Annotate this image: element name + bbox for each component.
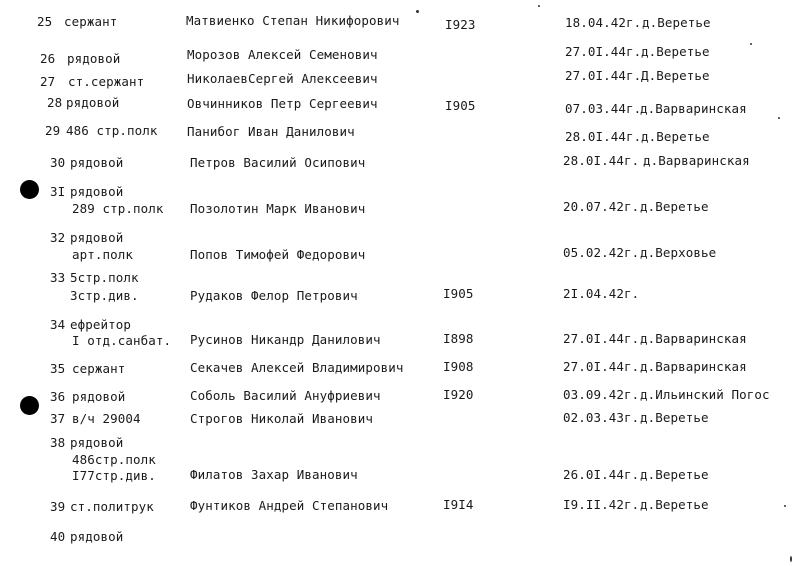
record-number: 25	[37, 14, 53, 29]
record-place: д.Веретье	[641, 129, 710, 144]
record-name: Матвиенко Степан Никифорович	[186, 13, 400, 28]
record-rank: в/ч 29004	[72, 411, 141, 426]
record-name: Рудаков Фелор Петрович	[190, 288, 358, 303]
record-place: д.Верховье	[640, 245, 717, 260]
record-number: 28	[47, 95, 63, 110]
record-name: Петров Василий Осипович	[190, 155, 366, 170]
record-rank-unit: арт.полк	[72, 247, 134, 262]
record-rank: рядовой	[70, 155, 124, 170]
record-number: 30	[50, 155, 66, 170]
scan-speck	[784, 505, 786, 507]
hole-punch-upper	[20, 180, 39, 199]
record-place: Д.Веретье	[641, 68, 710, 83]
record-date: 03.09.42г.	[563, 387, 640, 402]
record-rank: рядовой	[70, 184, 124, 199]
record-year: I908	[443, 359, 474, 374]
record-name: Позолотин Марк Иванович	[190, 201, 366, 216]
record-date: 27.0I.44г.	[563, 331, 640, 346]
record-name: Попов Тимофей Федорович	[190, 247, 366, 262]
record-number: 33	[50, 270, 66, 285]
record-number: 32	[50, 230, 66, 245]
record-place: д.Веретье	[640, 497, 709, 512]
record-place: д.Веретье	[640, 410, 709, 425]
record-year: I898	[443, 331, 474, 346]
record-date: 26.0I.44г.	[563, 467, 640, 482]
record-date: 28.0I.44г.	[563, 153, 640, 168]
record-number: 38	[50, 435, 66, 450]
record-rank: рядовой	[67, 51, 121, 66]
scan-speck	[750, 43, 752, 45]
scan-speck	[416, 10, 419, 13]
record-date: 2I.04.42г.	[563, 286, 640, 301]
record-date: 18.04.42г.	[565, 15, 642, 30]
record-place: д.Ильинский Погос	[640, 387, 770, 402]
record-rank: ефрейтор	[70, 317, 132, 332]
record-rank: рядовой	[66, 95, 120, 110]
record-number: 39	[50, 499, 66, 514]
record-number: 40	[50, 529, 66, 544]
record-place: д.Варваринская	[640, 359, 747, 374]
scan-speck	[778, 117, 780, 119]
record-name: Панибог Иван Данилович	[187, 124, 355, 139]
record-date: 05.02.42г.	[563, 245, 640, 260]
record-place: д.Веретье	[640, 199, 709, 214]
scan-speck	[538, 5, 540, 7]
record-rank: сержант	[64, 14, 118, 29]
record-name: Фунтиков Андрей Степанович	[190, 498, 389, 513]
record-place: д.Варваринская	[640, 101, 747, 116]
record-date: I9.II.42г.	[563, 497, 640, 512]
record-year: I905	[445, 98, 476, 113]
record-number: 27	[40, 74, 56, 89]
scan-speck	[790, 556, 792, 562]
record-date: 27.0I.44г.	[563, 359, 640, 374]
record-rank-division: I77стр.див.	[72, 468, 156, 483]
record-rank: рядовой	[70, 435, 124, 450]
record-place: д.Веретье	[642, 15, 711, 30]
record-rank: 486 стр.полк	[66, 123, 158, 138]
record-place: д.Веретье	[640, 467, 709, 482]
record-number: 26	[40, 51, 56, 66]
record-name: Морозов Алексей Семенович	[187, 47, 378, 62]
record-number: 36	[50, 389, 66, 404]
record-place: д.Варваринская	[643, 153, 750, 168]
record-name: Строгов Николай Иванович	[190, 411, 374, 426]
record-year: I923	[445, 17, 476, 32]
record-date: 27.0I.44г.	[565, 68, 642, 83]
record-place: д.Веретье	[641, 44, 710, 59]
record-rank: сержант	[72, 361, 126, 376]
record-date: 20.07.42г.	[563, 199, 640, 214]
record-rank-unit: 486стр.полк	[72, 452, 156, 467]
record-rank-unit: 289 стр.полк	[72, 201, 164, 216]
record-date: 28.0I.44г.	[565, 129, 642, 144]
record-name: Соболь Василий Ануфриевич	[190, 388, 381, 403]
record-name: Овчинников Петр Сергеевич	[187, 96, 378, 111]
record-rank: рядовой	[70, 529, 124, 544]
record-rank: ст.политрук	[70, 499, 154, 514]
record-rank: рядовой	[72, 389, 126, 404]
record-rank-unit: 3стр.див.	[70, 288, 139, 303]
record-year: I920	[443, 387, 474, 402]
record-rank-unit: I отд.санбат.	[72, 333, 172, 348]
record-number: 34	[50, 317, 66, 332]
record-date: 02.03.43г.	[563, 410, 640, 425]
record-name: Филатов Захар Иванович	[190, 467, 358, 482]
record-date: 27.0I.44г.	[565, 44, 642, 59]
record-number: 37	[50, 411, 66, 426]
record-rank: рядовой	[70, 230, 124, 245]
record-place: д.Варваринская	[640, 331, 747, 346]
record-year: I905	[443, 286, 474, 301]
hole-punch-lower	[20, 396, 39, 415]
record-number: 29	[45, 123, 61, 138]
record-number: 35	[50, 361, 66, 376]
record-rank: ст.сержант	[68, 74, 145, 89]
record-name: Русинов Никандр Данилович	[190, 332, 381, 347]
record-name: НиколаевСергей Алексеевич	[187, 71, 378, 86]
record-number: 3I	[50, 184, 66, 199]
record-name: Секачев Алексей Владимирович	[190, 360, 404, 375]
record-year: I9I4	[443, 497, 474, 512]
record-rank: 5стр.полк	[70, 270, 139, 285]
record-date: 07.03.44г.	[565, 101, 642, 116]
